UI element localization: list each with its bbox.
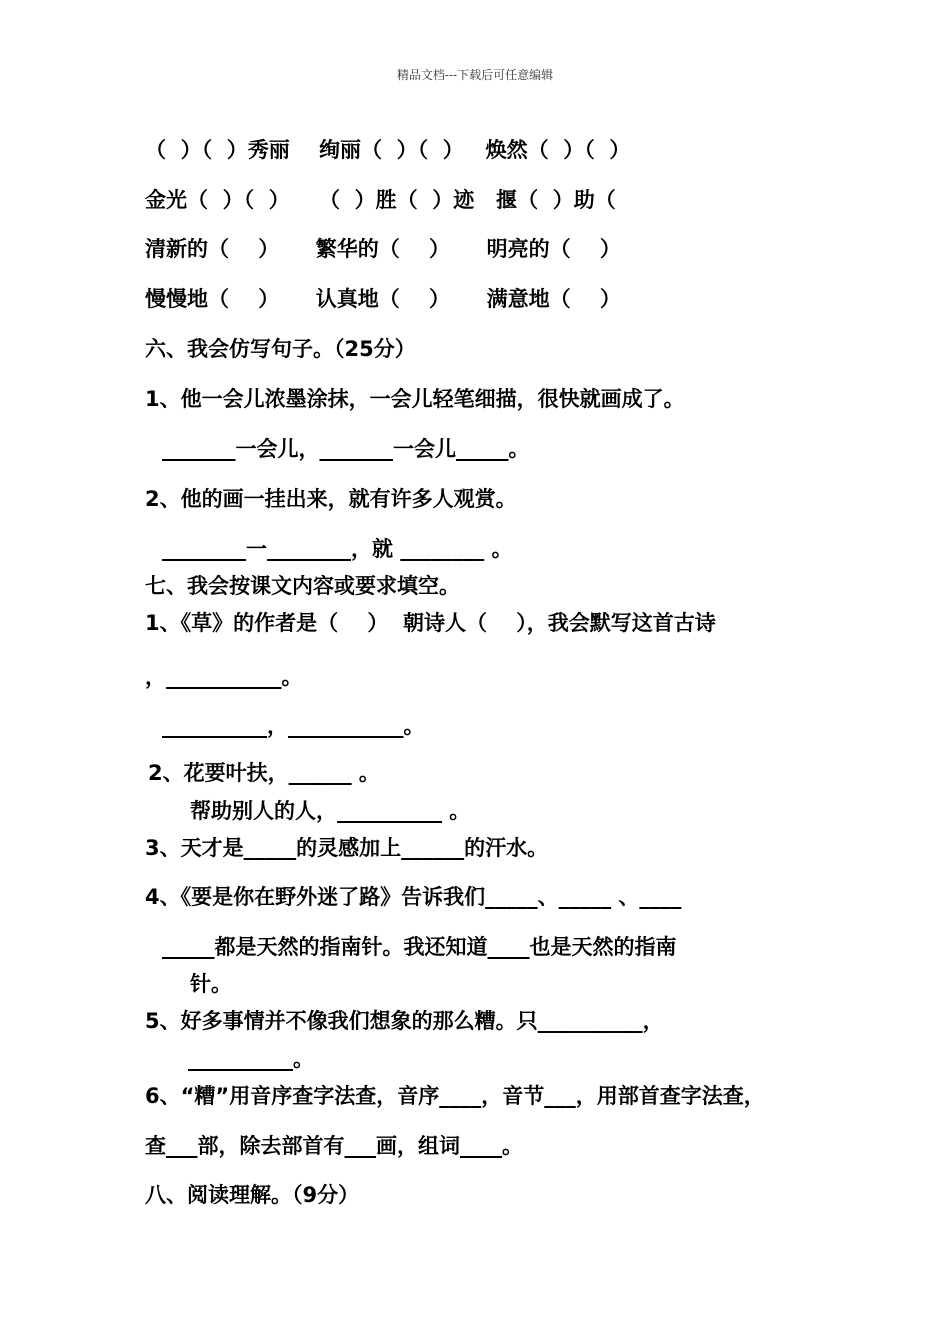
question-7-6: 6、“糟”用音序查字法查，音序____，音节___，用部首查字法查， bbox=[145, 1084, 765, 1108]
answer-line-6-1: _______一会儿，_______一会儿_____。 bbox=[162, 437, 530, 461]
question-7-2-b: 帮助别人的人，__________ 。 bbox=[190, 799, 471, 823]
answer-line-6-2: ________一________，就 ________ 。 bbox=[162, 537, 513, 561]
vocab-fill-row-3: 清新的（ ） 繁华的（ ） 明亮的（ ） bbox=[145, 237, 621, 261]
question-7-3: 3、天才是_____的灵感加上______的汗水。 bbox=[145, 836, 549, 860]
section-6-heading: 六、我会仿写句子。（25分） bbox=[145, 337, 416, 361]
question-7-4-cont: _____都是天然的指南针。我还知道____也是天然的指南 bbox=[162, 935, 677, 959]
question-7-6-cont: 查___部，除去部首有___画，组词____。 bbox=[145, 1134, 523, 1158]
vocab-fill-row-4: 慢慢地（ ） 认真地（ ） 满意地（ ） bbox=[145, 287, 621, 311]
vocab-fill-row-2: 金光（ ）（ ） （ ）胜（ ）迹 揠（ ）助（ bbox=[145, 188, 616, 212]
question-7-5: 5、好多事情并不像我们想象的那么糟。只__________， bbox=[145, 1009, 664, 1033]
answer-line-7-5: __________。 bbox=[188, 1047, 314, 1071]
question-7-2: 2、花要叶扶，______ 。 bbox=[148, 761, 380, 785]
question-7-4: 4、《要是你在野外迷了路》告诉我们_____、_____ 、____ bbox=[145, 885, 682, 909]
answer-line-7-1b: __________，___________。 bbox=[162, 714, 425, 738]
section-8-heading: 八、阅读理解。（9分） bbox=[145, 1183, 360, 1207]
question-6-1: 1、他一会儿浓墨涂抹，一会儿轻笔细描，很快就画成了。 bbox=[145, 387, 685, 411]
question-7-4-end: 针。 bbox=[190, 972, 232, 996]
question-6-2: 2、他的画一挂出来，就有许多人观赏。 bbox=[145, 487, 517, 511]
answer-line-7-1a: ，___________。 bbox=[145, 665, 303, 689]
vocab-fill-row-1: （ ）（ ）秀丽 绚丽（ ）（ ） 焕然（ ）（ ） bbox=[145, 138, 631, 162]
question-7-1: 1、《草》的作者是（ ） 朝诗人（ ），我会默写这首古诗 bbox=[145, 611, 716, 635]
page-header: 精品文档---下载后可任意编辑 bbox=[396, 68, 554, 82]
section-7-heading: 七、我会按课文内容或要求填空。 bbox=[145, 574, 460, 598]
